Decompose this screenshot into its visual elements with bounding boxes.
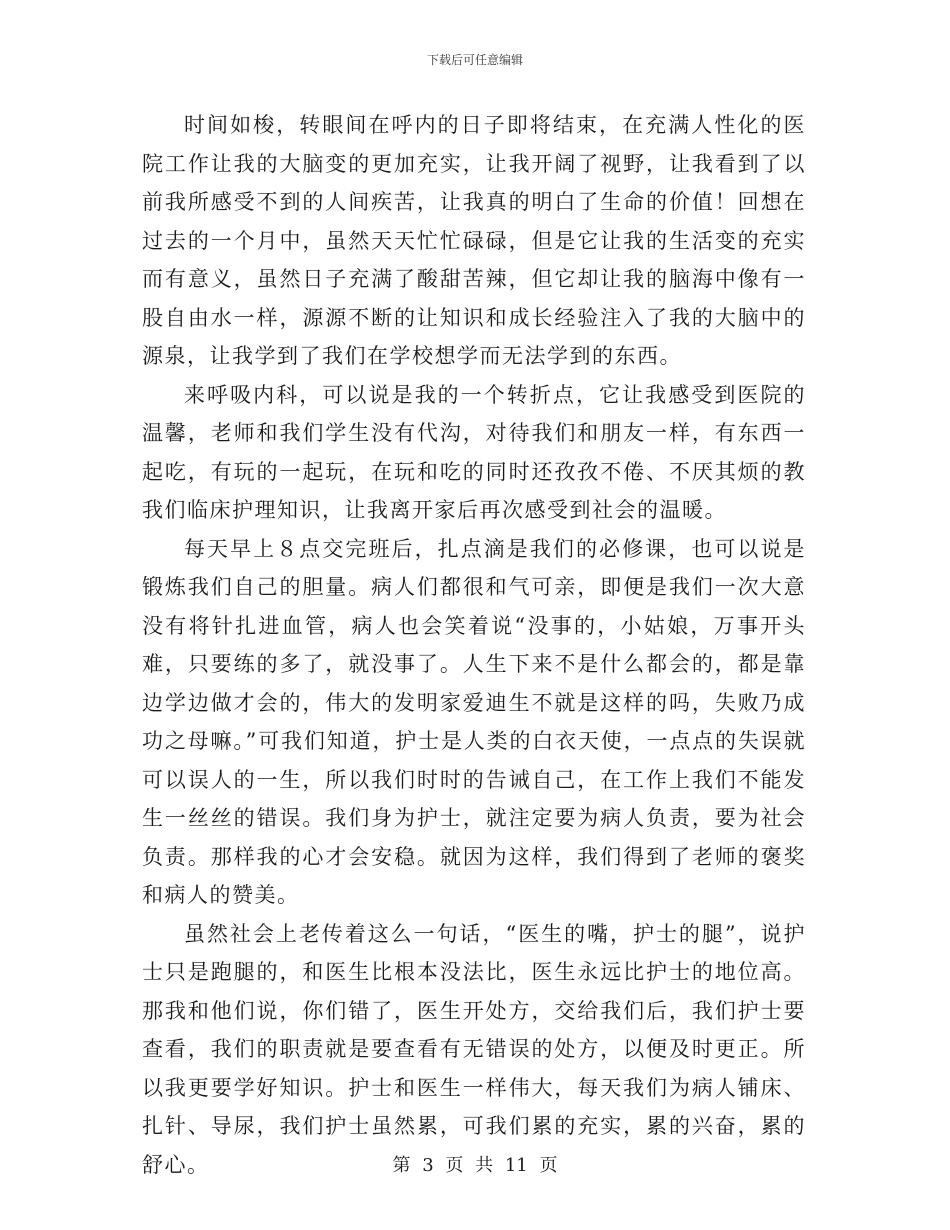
header-note: 下载后可任意编辑 (426, 53, 523, 67)
paragraph-2: 来呼吸内科，可以说是我的一个转折点，它让我感受到医院的温馨，老师和我们学生没有代沟，对待我们和朋友一样，有东西一起吃，有玩的一起玩，在玩和吃的同时还孜孜不倦、不厌其烦的教我们临床护理知识，让我离开家后再次感受到社会的温暖。 (142, 382, 806, 522)
paragraph-1: 时间如梭，转眼间在呼内的日子即将结束，在充满人性化的医院工作让我的大脑变的更加充实，让我开阔了视野，让我看到了以前我所感受不到的人间疾苦，让我真的明白了生命的价值！回想在过去的一个月中，虽然天天忙忙碌碌，但是它让我的生活变的充实而有意义，虽然日子充满了酸甜苦辣，但它却让我的脑海中像有一股自由水一样，源源不断的让知识和成长经验注入了我的大脑中的源泉，让我学到了我们在学校想学而无法学到的东西。 (142, 113, 806, 368)
paragraph-4: 虽然社会上老传着这么一句话，“医生的嘴，护士的腿”，说护士只是跑腿的，和医生比根本没法比，医生永远比护士的地位高。那我和他们说，你们错了，医生开处方，交给我们后，我们护士要查看，我们的职责就是要查看有无错误的处方，以便及时更正。所以我更要学好知识。护士和医生一样伟大，每天我们为病人铺床、扎针、导尿，我们护士虽然累，可我们累的充实，累的兴奋，累的舒心。 (142, 921, 806, 1177)
body-text (142, 106, 806, 1184)
page-number-footer: 第 3 页 共 11 页 (392, 1155, 558, 1176)
paragraph-3: 每天早上８点交完班后，扎点滴是我们的必修课，也可以说是锻炼我们自己的胆量。病人们都很和气可亲，即便是我们一次大意没有将针扎进血管，病人也会笑着说“没事的，小姑娘，万事开头难，只要练的多了，就没事了。人生下来不是什么都会的，都是靠边学边做才会的，伟大的发明家爱迪生不就是这样的吗，失败乃成功之母嘛。”可我们知道，护士是人类的白衣天使，一点点的失误就可以误人的一生，所以我们时时的告诫自己，在工作上我们不能发生一丝丝的错误。我们身为护士，就注定要为病人负责，要为社会负责。那样我的心才会安稳。就因为这样，我们得到了老师的褒奖和病人的赞美。 (142, 536, 806, 907)
